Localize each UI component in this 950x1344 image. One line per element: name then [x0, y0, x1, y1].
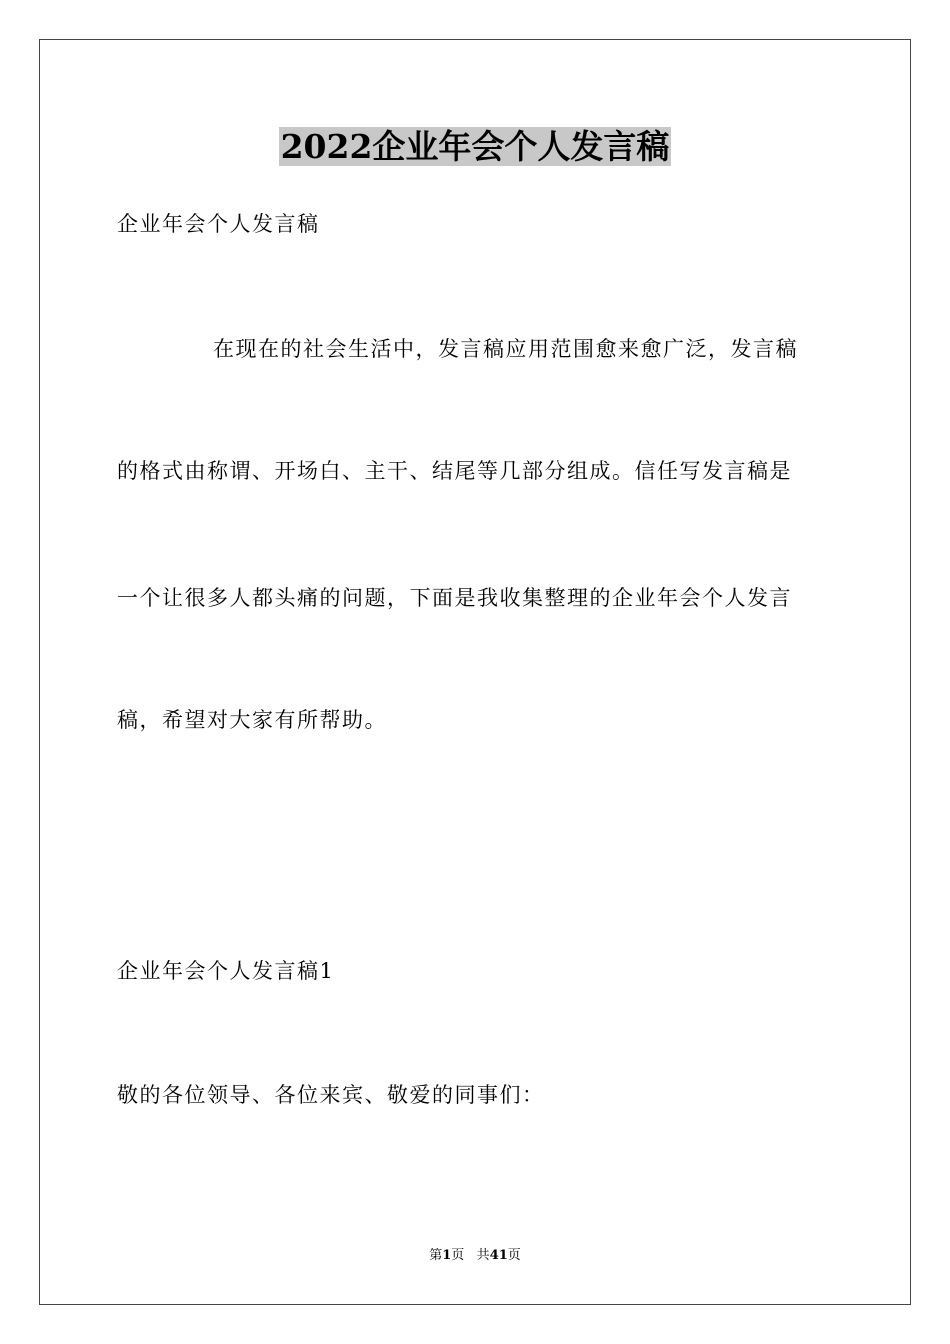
footer-page-suffix: 页: [451, 1248, 465, 1263]
intro-line-1: 在现在的社会生活中，发言稿应用范围愈来愈广泛，发言稿: [213, 337, 798, 361]
intro-line-3: 一个让很多人都头痛的问题，下面是我收集整理的企业年会个人发言: [117, 586, 792, 610]
footer-total-pages: 41: [489, 1248, 508, 1263]
document-title-text: 2022企业年会个人发言稿: [280, 127, 670, 166]
footer-page-number: 1: [442, 1248, 452, 1263]
intro-line-2: 的格式由称谓、开场白、主干、结尾等几部分组成。信任写发言稿是: [117, 459, 792, 483]
document-title: [0, 124, 950, 170]
footer-page-prefix: 第: [429, 1248, 443, 1263]
page-footer: [0, 1247, 950, 1265]
section-heading: 企业年会个人发言稿1: [117, 959, 335, 983]
footer-total-prefix: 共: [476, 1248, 490, 1263]
document-subtitle: 企业年会个人发言稿: [117, 212, 320, 236]
intro-line-4: 稿，希望对大家有所帮助。: [117, 708, 387, 732]
footer-total-suffix: 页: [507, 1248, 521, 1263]
greeting-line: 敬的各位领导、各位来宾、敬爱的同事们：: [117, 1083, 545, 1107]
